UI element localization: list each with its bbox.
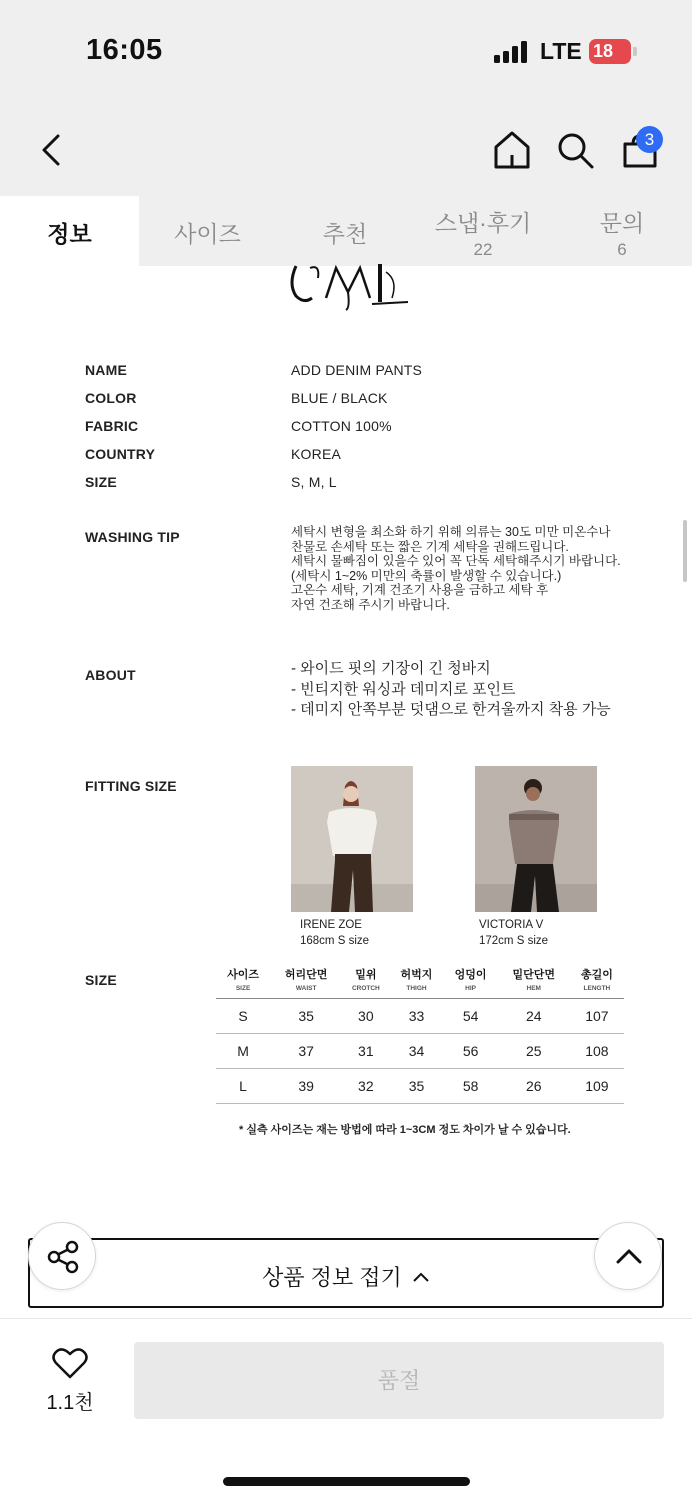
tab-inquiry[interactable] [552,196,692,266]
value-size: S, M, L [291,474,337,490]
table-row [216,998,624,1033]
model-caption-irene [300,917,369,949]
like-count: 1.1천 [46,1392,94,1414]
tab-size-label: 사이즈 [174,221,241,247]
table-cell: 35 [270,998,342,1033]
label-fabric: FABRIC [85,418,139,434]
bottom-divider [0,1318,692,1319]
label-country: COUNTRY [85,446,156,462]
washing-line: 세탁시 변형을 최소화 하기 위해 의류는 30도 미만 미온수나 [291,525,611,539]
model-name: IRENE ZOE [300,919,362,931]
model-photo-irene [291,766,413,912]
table-cell: 35 [389,1068,443,1103]
chevron-up-icon [595,1223,663,1291]
size-table-header [216,967,624,998]
tab-inquiry-count: 6 [617,240,627,259]
about-line: - 데미지 안쪽부분 덧댐으로 한겨울까지 착용 가능 [291,701,611,718]
chevron-up-icon [412,1271,430,1283]
size-note: * 실측 사이즈는 재는 방법에 따라 1~3CM 정도 차이가 날 수 있습니다. [239,1124,571,1136]
signal-icon [494,41,528,63]
table-cell: 24 [498,998,570,1033]
cart-count-badge: 3 [636,126,663,153]
table-cell: 109 [570,1068,624,1103]
col-header: 사이즈 SIZE [216,967,270,998]
about-line: - 와이드 핏의 기장이 긴 청바지 [291,660,491,677]
washing-line: 세탁시 물빠짐이 있을수 있어 꼭 단독 세탁해주시기 바랍니다. [291,554,621,569]
washing-tip-text [291,525,681,613]
washing-line: 찬물로 손세탁 또는 짧은 기계 세탁을 권해드립니다. [291,539,569,554]
share-button[interactable] [28,1222,96,1290]
label-color: COLOR [85,390,137,406]
label-fitting-size: FITTING SIZE [85,778,177,794]
table-cell: S [216,998,270,1033]
scroll-indicator[interactable] [683,520,687,582]
tab-inquiry-label: 문의 [599,210,645,236]
back-icon[interactable] [38,134,62,166]
value-fabric: COTTON 100% [291,418,392,434]
model-photo-victoria [475,766,597,912]
size-table [216,967,624,1104]
value-name: ADD DENIM PANTS [291,362,423,378]
table-cell: 58 [444,1068,498,1103]
col-header: 허리단면 WAIST [270,967,342,998]
search-icon[interactable] [557,132,595,170]
table-cell: 25 [498,1033,570,1068]
label-washing-tip: WASHING TIP [85,529,180,545]
tab-bar [0,196,692,266]
table-cell: L [216,1068,270,1103]
label-about: ABOUT [85,667,136,683]
table-cell: 26 [498,1068,570,1103]
tab-size[interactable] [139,196,276,266]
table-cell: 31 [342,1033,389,1068]
washing-line: (세탁시 1~2% 미만의 축률이 발생할 수 있습니다.) [291,568,562,583]
col-header: 총길이 LENGTH [570,967,624,998]
col-header: 밑단단면 HEM [498,967,570,998]
home-indicator [223,1477,470,1486]
tab-info[interactable] [0,196,139,266]
tab-recommend-label: 추천 [322,221,368,247]
col-header: 허벅지 THIGH [389,967,443,998]
about-line: - 빈티지한 워싱과 데미지로 포인트 [291,680,516,698]
tab-snap-review-label: 스냅·후기 [434,210,532,236]
table-cell: 33 [389,998,443,1033]
tab-snap-review[interactable] [414,196,552,266]
heart-icon[interactable] [52,1346,88,1380]
collapse-info-label: 상품 정보 접기 [30,1261,662,1292]
table-cell: 39 [270,1068,342,1103]
value-color: BLUE / BLACK [291,390,388,406]
table-cell: 108 [570,1033,624,1068]
table-cell: 107 [570,998,624,1033]
battery-nub [633,47,637,56]
table-cell: 30 [342,998,389,1033]
table-cell: 34 [389,1033,443,1068]
tab-snap-review-count: 22 [473,240,493,259]
sold-out-button[interactable]: 품절 [134,1342,664,1419]
table-cell: 54 [444,998,498,1033]
battery-icon: 18 [589,39,631,64]
table-cell: 56 [444,1033,498,1068]
tab-info-label: 정보 [47,221,92,247]
label-size-table: SIZE [85,972,117,988]
washing-line: 고온수 세탁, 기계 건조기 사용을 금하고 세탁 후 [291,583,549,598]
table-row [216,1068,624,1103]
model-info: 172cm S size [479,935,549,947]
model-name: VICTORIA V [479,919,544,931]
network-type: LTE [540,38,582,64]
model-info: 168cm S size [300,935,370,947]
label-name: NAME [85,362,128,378]
share-icon [29,1223,97,1291]
tab-recommend[interactable] [276,196,414,266]
label-size: SIZE [85,474,117,490]
table-row [216,1033,624,1068]
top-bar [0,0,692,196]
table-cell: 37 [270,1033,342,1068]
model-caption-victoria [479,917,548,949]
value-country: KOREA [291,446,342,462]
about-text [291,659,611,721]
table-cell: M [216,1033,270,1068]
status-time: 16:05 [86,34,163,66]
home-icon[interactable] [493,130,531,170]
table-cell: 32 [342,1068,389,1103]
scroll-top-button[interactable] [594,1222,662,1290]
collapse-info-button[interactable] [28,1238,664,1308]
washing-line: 자연 건조해 주시기 바랍니다. [291,597,450,612]
col-header: 밑위 CROTCH [342,967,389,998]
col-header: 엉덩이 HIP [444,967,498,998]
brand-logo [288,258,410,312]
